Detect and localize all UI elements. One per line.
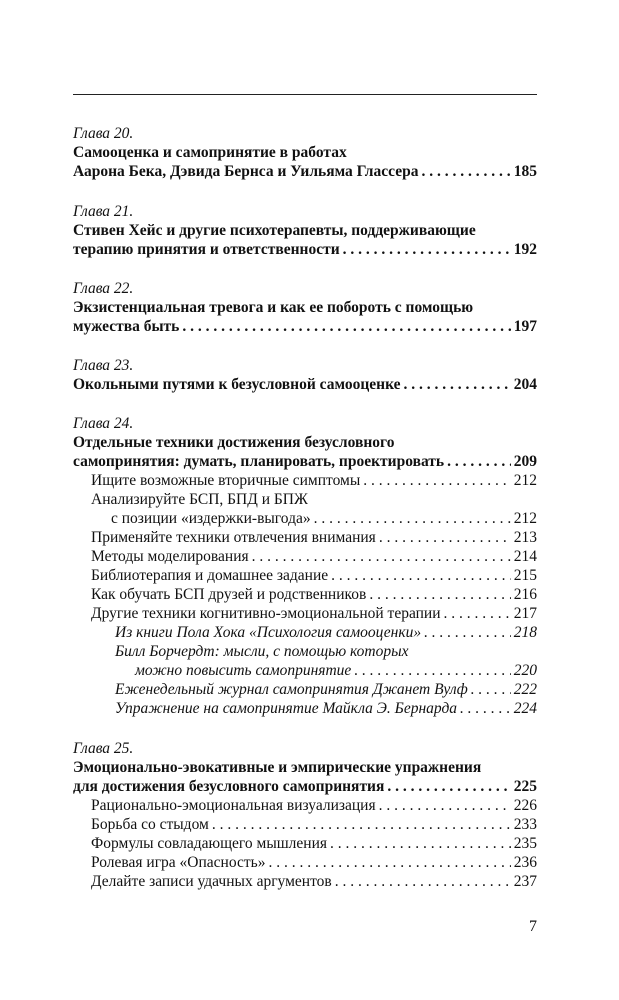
leader-dots xyxy=(471,681,511,699)
chapter-21-entry-text: терапию принятия и ответственности xyxy=(73,241,340,258)
toc-item xyxy=(111,510,537,528)
chapter-21-page: 192 xyxy=(513,241,537,258)
toc-item-text: Формулы совладающего мышления xyxy=(91,835,328,852)
chapter-24-title: Отдельные техники достижения безусловного xyxy=(73,434,395,451)
toc-item-page: 237 xyxy=(513,873,537,890)
toc-item-text: Делайте записи удачных аргументов xyxy=(91,873,332,890)
chapter-22-title: Экзистенциальная тревога и как ее побороть с помощью xyxy=(73,299,474,316)
toc-item-text: Ролевая игра «Опасность» xyxy=(91,854,266,871)
chapter-22-label: Глава 22. xyxy=(73,280,134,297)
toc-item xyxy=(91,835,537,853)
chapter-25-page: 225 xyxy=(513,778,537,795)
leader-dots xyxy=(387,778,510,796)
toc-item-page: 213 xyxy=(513,529,537,546)
toc-item xyxy=(91,548,537,566)
chapter-20-page: 185 xyxy=(513,163,537,180)
leader-dots xyxy=(330,835,511,853)
chapter-20-entry xyxy=(73,163,537,181)
leader-dots xyxy=(343,241,511,259)
toc-item-page: 236 xyxy=(513,854,537,871)
chapter-23-page: 204 xyxy=(513,376,537,393)
leader-dots xyxy=(354,662,510,680)
chapter-20-label: Глава 20. xyxy=(73,125,134,142)
toc-item xyxy=(91,873,537,891)
chapter-25-entry xyxy=(73,778,537,796)
toc-item-first-line: Анализируйте БСП, БПД и БПЖ xyxy=(91,491,308,508)
toc-item xyxy=(91,567,537,585)
page-number: 7 xyxy=(529,918,537,935)
leader-dots xyxy=(404,376,511,394)
toc-item-text: Борьба со стыдом xyxy=(91,816,209,833)
toc-subitem-page: 218 xyxy=(513,624,537,641)
toc-item-page: 226 xyxy=(513,797,537,814)
chapter-21-title: Стивен Хейс и другие психотерапевты, поддерживающие xyxy=(73,222,476,239)
toc-subitem xyxy=(115,624,537,642)
chapter-20-entry-text: Аарона Бека, Дэвида Бернса и Уильяма Глассера xyxy=(73,163,419,180)
chapter-24-entry-text: самопринятия: думать, планировать, проектировать xyxy=(73,453,445,470)
chapter-22-page: 197 xyxy=(513,318,537,335)
chapter-22-entry-text: мужества быть xyxy=(73,318,180,335)
toc-item xyxy=(91,797,537,815)
toc-subitem-page: 220 xyxy=(513,662,537,679)
toc-subitem xyxy=(135,662,537,680)
leader-dots xyxy=(335,873,511,891)
chapter-21-label: Глава 21. xyxy=(73,203,134,220)
leader-dots xyxy=(460,700,511,718)
toc-subitem-text: Из книги Пола Хока «Психология самооценки» xyxy=(115,624,422,641)
chapter-20-title: Самооценка и самопринятие в работах xyxy=(73,144,347,161)
chapter-24-page: 209 xyxy=(513,453,537,470)
leader-dots xyxy=(252,548,511,566)
leader-dots xyxy=(331,567,511,585)
toc-subitem xyxy=(115,700,537,718)
toc-item xyxy=(91,529,537,547)
toc-subitem-first-line: Билл Борчердт: мысли, с помощью которых xyxy=(115,643,409,660)
toc-item-page: 217 xyxy=(513,605,537,622)
chapter-25-label: Глава 25. xyxy=(73,740,134,757)
chapter-21-entry xyxy=(73,241,537,259)
toc-item-page: 212 xyxy=(513,472,537,489)
leader-dots xyxy=(379,797,511,815)
leader-dots xyxy=(369,586,510,604)
toc-subitem-text: Упражнение на самопринятие Майкла Э. Бернарда xyxy=(115,700,458,717)
top-rule xyxy=(73,94,537,95)
toc-item-text: Библиотерапия и домашнее задание xyxy=(91,567,329,584)
leader-dots xyxy=(424,624,511,642)
chapter-24-label: Глава 24. xyxy=(73,415,134,432)
toc-item-text: Другие техники когнитивно-эмоциональной терапии xyxy=(91,605,441,622)
chapter-25-entry-text: для достижения безусловного самопринятия xyxy=(73,778,385,795)
leader-dots xyxy=(182,318,510,336)
leader-dots xyxy=(444,605,511,623)
toc-subitem-text: Еженедельный журнал самопринятия Джанет Вулф xyxy=(115,681,468,698)
toc-item-text: Ищите возможные вторичные симптомы xyxy=(91,472,361,489)
leader-dots xyxy=(447,453,511,471)
toc-item-page: 215 xyxy=(513,567,537,584)
toc-item-page: 214 xyxy=(513,548,537,565)
chapter-23-label: Глава 23. xyxy=(73,357,134,374)
toc-item-page: 212 xyxy=(513,510,537,527)
chapter-22-entry xyxy=(73,318,537,336)
toc-subitem xyxy=(115,681,537,699)
toc-item-page: 216 xyxy=(513,586,537,603)
toc-item-text: Рационально-эмоциональная визуализация xyxy=(91,797,376,814)
toc-item xyxy=(91,605,537,623)
toc-item-page: 235 xyxy=(513,835,537,852)
toc-subitem-page: 222 xyxy=(513,681,537,698)
leader-dots xyxy=(379,529,511,547)
toc-item-page: 233 xyxy=(513,816,537,833)
toc-item xyxy=(91,854,537,872)
chapter-24-entry xyxy=(73,453,537,471)
chapter-23-entry xyxy=(73,376,537,394)
chapter-23-entry-text: Окольными путями к безусловной самооценке xyxy=(73,376,401,393)
toc-item xyxy=(91,472,537,490)
toc-item xyxy=(91,816,537,834)
toc-item-text: Как обучать БСП друзей и родственников xyxy=(91,586,367,603)
toc-item-text: с позиции «издержки-выгода» xyxy=(111,510,311,527)
leader-dots xyxy=(363,472,511,490)
leader-dots xyxy=(314,510,511,528)
toc-item-text: Применяйте техники отвлечения внимания xyxy=(91,529,376,546)
toc-subitem-text: можно повысить самопринятие xyxy=(135,662,352,679)
leader-dots xyxy=(268,854,510,872)
leader-dots xyxy=(421,163,510,181)
leader-dots xyxy=(212,816,511,834)
toc-item xyxy=(91,586,537,604)
chapter-25-title: Эмоционально-эвокативные и эмпирические упражнения xyxy=(73,759,482,776)
toc-subitem-page: 224 xyxy=(513,700,537,717)
toc-item-text: Методы моделирования xyxy=(91,548,249,565)
